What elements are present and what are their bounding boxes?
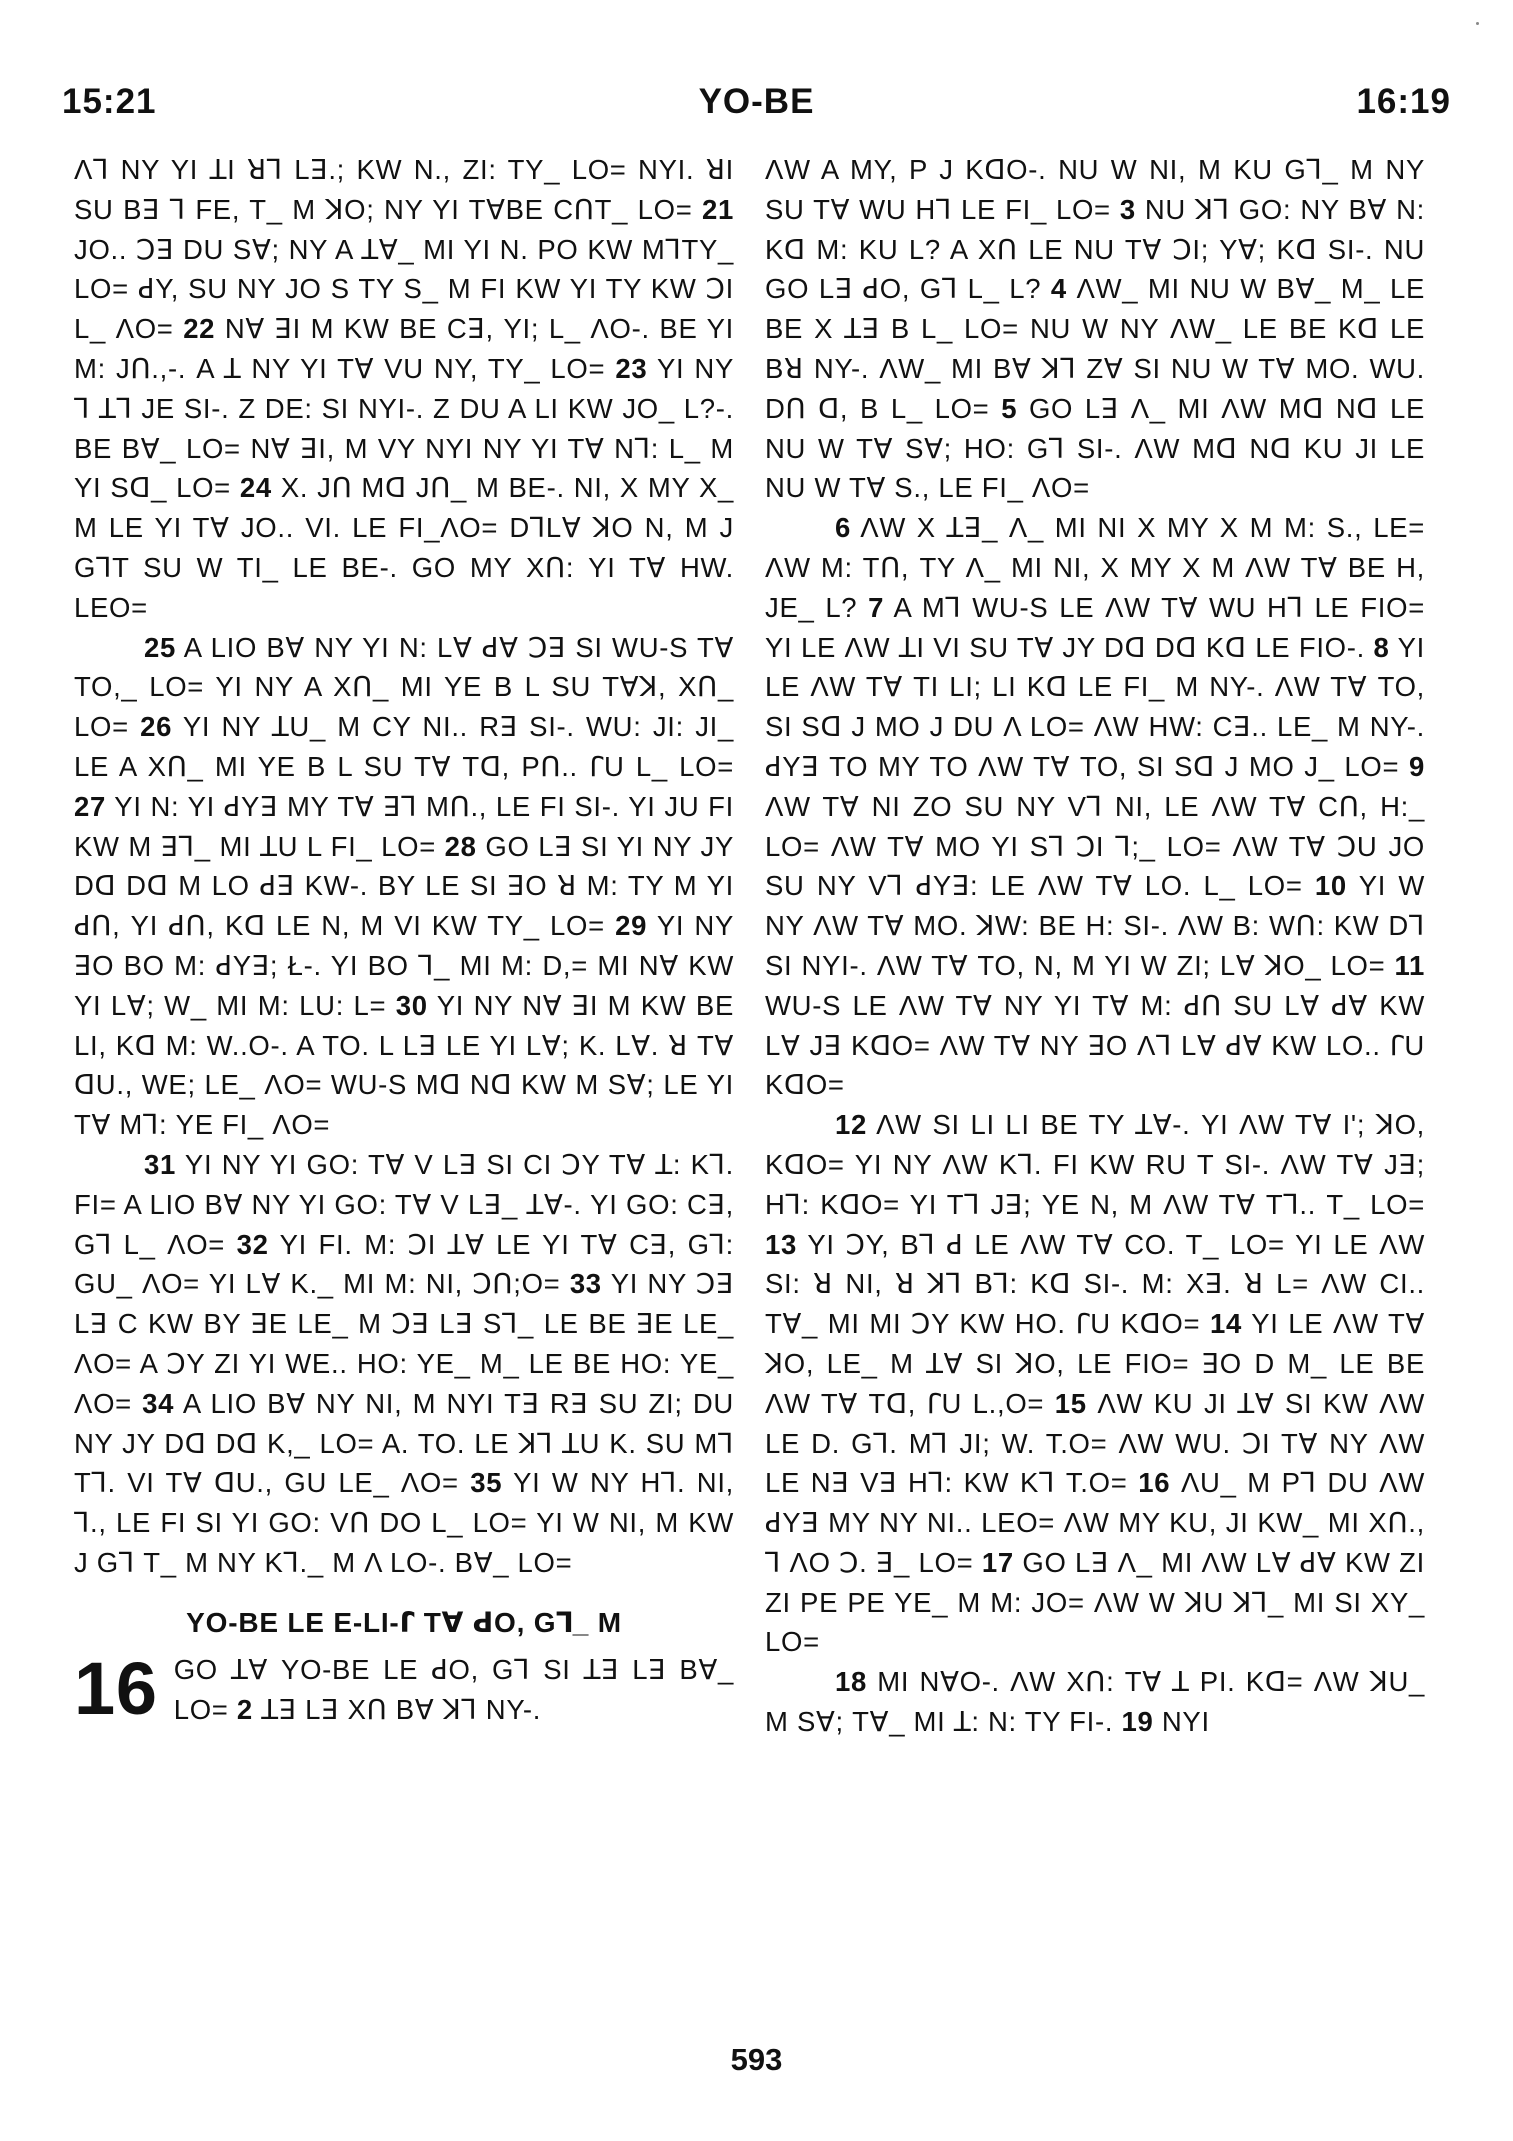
verse-number: 16 xyxy=(1138,1467,1171,1499)
verse-number: 4 xyxy=(1050,273,1067,305)
verse-text: JO.. Ↄꓱ DU Sꓯ; NY A ꓕꓯ_ MI YI N. PO KW MꓶTY_ LO= ꓒY, SU NY JO S TY S_ M FI KW YI TY KW ↃI L_ ΛO= xyxy=(74,233,734,345)
verse-text: YI NY ꓱO BO M: ꓒYꓱ; Ł-. YI BO ꓶ_ MI M: D,= MI Nꓯ KW YI Lꓯ; W_ MI M: LU: L= xyxy=(74,910,735,1021)
verse-text: YI N: YI ꓒYꓱ MY Tꓯ ꓱꓶ Mꓵ., LE FI SI-. YI JU FI KW M ꓱꓶ_ MI ꓕU L FI_ LO= xyxy=(74,790,734,862)
paragraph xyxy=(74,1145,734,1583)
paragraph xyxy=(765,150,1425,508)
verse-number: 11 xyxy=(1394,949,1425,981)
scan-speck xyxy=(1476,22,1479,25)
verse-text: Λꓶ NY YI ꓕI ꓤꓶ Lꓱ.; KW N., ZI: TY_ LO= NYI. ꓤI SU Bꓱ ꓶ FE, T_ M ꓘO; NY YI TꓯBE CꓵT_ LO= xyxy=(74,154,734,225)
verse-number: 5 xyxy=(1001,392,1018,424)
verse-text: ΛW Tꓯ NI ZO SU NY Vꓶ NI, LE ΛW Tꓯ Cꓵ, H:_ LO= ΛW Tꓯ MO YI Sꓶ ↃI ꓶ;_ LO= ΛW Tꓯ ↃU JO SU NY Vꓶ ꓒYꓱ: LE ΛW Tꓯ LO. L_ LO= xyxy=(765,790,1425,902)
verse-number: 29 xyxy=(615,910,648,942)
verse-number: 10 xyxy=(1314,870,1347,902)
verse-number: 3 xyxy=(1119,193,1136,225)
verse-text: YI LE ΛW Tꓯ TI LI; LI Kꓷ LE FI_ M NY-. ΛW Tꓯ TO, SI Sꓷ J MO J DU Λ LO= ΛW HW: Cꓱ.. LE_ M NY-. ꓒYꓱ TO MY TO ΛW Tꓯ TO, SI Sꓷ J MO J_ LO= xyxy=(765,631,1426,782)
header-end-reference: 16:19 xyxy=(1356,82,1451,121)
paragraph xyxy=(174,1650,734,1730)
verse-number: 2 xyxy=(236,1694,253,1726)
paragraph xyxy=(765,1105,1425,1662)
verse-text: YI W NY Hꓶ. NI, ꓶ., LE FI SI YI GO: Vꓵ DO L_ LO= YI W NI, M KW J Gꓶ T_ M NY Kꓶ._ M Λ LO-. Bꓯ_ LO= xyxy=(74,1467,735,1578)
verse-number: 14 xyxy=(1209,1308,1242,1340)
verse-text: GO Lꓱ Λ_ MI ΛW Mꓷ Nꓷ LE NU W Tꓯ Sꓯ; HO: Gꓶ SI-. ΛW Mꓷ Nꓷ KU JI LE NU W Tꓯ S., LE FI_ ΛO= xyxy=(765,392,1426,504)
left-column xyxy=(74,150,734,1730)
verse-number: 8 xyxy=(1373,631,1390,663)
verse-text: MI NꓯO-. ΛW Xꓵ: Tꓯ ꓕ PI. Kꓷ= ΛW ꓘU_ M Sꓯ; Tꓯ_ MI ꓕ: N: TY FI-. xyxy=(765,1666,1425,1738)
paragraph xyxy=(74,628,734,1145)
paragraph xyxy=(765,508,1425,1105)
verse-text: YI NY ꓕU_ M CY NI.. Rꓱ SI-. WU: JI: JI_ LE A Xꓵ_ MI YE B L SU Tꓯ Tꓷ, Pꓵ.. ꓩU L_ LO= xyxy=(74,711,734,782)
chapter-start xyxy=(74,1647,734,1731)
verse-text: YI LE ΛW Tꓯ ꓘO, LE_ M ꓕꓯ SI ꓘO, LE FIO= ꓱO D M_ LE BE ΛW Tꓯ Tꓷ, ꓩU L.,O= xyxy=(765,1308,1426,1419)
verse-text: NU ꓘꓶ GO: NY Bꓯ N: Kꓷ M: KU L? A Xꓵ LE NU Tꓯ ↃI; Yꓯ; Kꓷ SI-. NU GO Lꓱ ꓒO, Gꓶ L_ L? xyxy=(765,193,1425,305)
verse-text: ΛW X ꓕꓱ_ Λ_ MI NI X MY X M M: S., LE= ΛW M: Tꓵ, TY Λ_ MI NI, X MY X M ΛW Tꓯ BE H, JE_ L? xyxy=(765,512,1425,623)
header-book-title: YO-BE xyxy=(698,82,815,121)
verse-text: YI NY YI GO: Tꓯ V Lꓱ SI CI ↃY Tꓯ ꓕ: Kꓶ. FI= A LIO Bꓯ NY YI GO: Tꓯ V Lꓱ_ ꓕꓯ-. YI GO: Cꓱ, Gꓶ L_ ΛO= xyxy=(74,1148,734,1260)
verse-text: ΛW SI LI LI BE TY ꓕꓯ-. YI ΛW Tꓯ I'; ꓘO, KꓷO= YI NY ΛW Kꓶ. FI KW RU T SI-. ΛW Tꓯ Jꓱ; Hꓶ: KꓷO= YI Tꓶ Jꓱ; YE N, M ΛW Tꓯ Tꓶ.. T_ LO= xyxy=(765,1109,1425,1220)
verse-text: A LIO Bꓯ NY NI, M NYI Tꓱ Rꓱ SU ZI; DU NY JY Dꓷ Dꓷ K,_ LO= A. TO. LE ꓘꓶ ꓕU K. SU Mꓶ Tꓶ. VI Tꓯ ꓷU., GU LE_ ΛO= xyxy=(74,1387,734,1499)
verse-text: GO Lꓱ SI YI NY JY Dꓷ Dꓷ M LO ꓒꓱ KW-. BY LE SI ꓱO ꓤ M: TY M YI ꓒꓵ, YI ꓒꓵ, Kꓷ LE N, M VI KW TY_ LO= xyxy=(74,830,734,942)
verse-number: 9 xyxy=(1409,750,1426,782)
verse-text: YI W NY ΛW Tꓯ MO. ꓘW: BE H: SI-. ΛW B: Wꓵ: KW Dꓶ SI NYI-. ΛW Tꓯ TO, N, M YI W ZI; Lꓯ ꓘO_ LO= xyxy=(765,870,1426,981)
verse-number: 27 xyxy=(74,790,106,822)
verse-number: 17 xyxy=(981,1546,1014,1578)
verse-text: A Mꓶ WU-S LE ΛW Tꓯ WU Hꓶ LE FIO= YI LE ΛW ꓕI VI SU Tꓯ JY Dꓷ Dꓷ Kꓷ LE FIO-. xyxy=(765,591,1425,663)
verse-text: YI NY Ↄꓱ Lꓱ C KW BY ꓱE LE_ M Ↄꓱ Lꓱ Sꓶ_ LE BE ꓱE LE_ ΛO= A ↃY ZI YI WE.. HO: YE_ M_ LE BE HO: YE_ ΛO= xyxy=(74,1268,735,1419)
verse-text: YI FI. M: ↃI ꓕꓯ LE YI Tꓯ Cꓱ, Gꓶ: GU_ ΛO= YI Lꓯ K._ MI M: NI, Ↄꓵ;O= xyxy=(74,1228,735,1300)
verse-text: X. Jꓵ Mꓷ Jꓵ_ M BE-. NI, X MY X_ M LE YI Tꓯ JO.. VI. LE FI_ΛO= DꓶLꓯ ꓘO N, M J GꓶT SU W TI_ LE BE-. GO MY Xꓵ: YI Tꓯ HW. LEO= xyxy=(74,472,735,623)
verse-text: ΛW_ MI NU W Bꓯ_ M_ LE BE X ꓕꓱ B L_ LO= NU W NY ΛW_ LE BE Kꓷ LE Bꓤ NY-. ΛW_ MI Bꓯ ꓘꓶ Zꓯ SI NU W Tꓯ MO. WU. Dꓵ ꓷ, B L_ LO= xyxy=(765,273,1425,424)
verse-number: 33 xyxy=(569,1268,602,1300)
verse-number: 25 xyxy=(144,631,176,663)
verse-number: 34 xyxy=(142,1387,175,1419)
paragraph xyxy=(765,1662,1425,1742)
verse-number: 15 xyxy=(1054,1387,1087,1419)
verse-text: A LIO Bꓯ NY YI N: Lꓯ ꓒꓯ Ↄꓱ SI WU-S Tꓯ TO,_ LO= YI NY A Xꓵ_ MI YE B L SU Tꓯꓘ, Xꓵ_ LO= xyxy=(74,631,734,743)
verse-text: YI NY ꓶ ꓕꓶ JE SI-. Z DE: SI NYI-. Z DU A LI KW JO_ L?-. BE Bꓯ_ LO= Nꓯ ꓱI, M VY NYI NY YI Tꓯ Nꓶ: L_ M YI Sꓷ_ LO= xyxy=(74,352,735,504)
verse-number: 21 xyxy=(702,193,734,225)
verse-number: 32 xyxy=(236,1228,269,1260)
running-header xyxy=(62,82,1451,128)
verse-number: 12 xyxy=(835,1109,867,1141)
verse-text: GO Lꓱ Λ_ MI ΛW Lꓯ ꓒꓯ KW ZI ZI PE PE YE_ M M: JO= ΛW W ꓘU ꓘꓶ_ MI SI XY_ LO= xyxy=(765,1546,1425,1658)
header-start-reference: 15:21 xyxy=(62,82,157,121)
verse-text: GO ꓕꓯ YO-BE LE ꓒO, Gꓶ SI ꓕꓱ Lꓱ Bꓯ_ LO= xyxy=(173,1654,734,1726)
verse-number: 23 xyxy=(615,352,648,384)
verse-text: ΛW KU JI ꓕꓯ SI KW ΛW LE D. Gꓶ. Mꓶ JI; W. T.O= ΛW WU. ↃI Tꓯ NY ΛW LE Nꓱ Vꓱ Hꓶ: KW Kꓶ T.O= xyxy=(765,1387,1426,1499)
verse-number: 35 xyxy=(470,1467,503,1499)
verse-number: 22 xyxy=(183,313,216,345)
page-number: 593 xyxy=(730,2042,783,2077)
verse-number: 7 xyxy=(868,591,885,623)
verse-number: 13 xyxy=(765,1228,797,1260)
paragraph xyxy=(74,150,734,628)
verse-number: 6 xyxy=(835,512,851,544)
verse-text: WU-S LE ΛW Tꓯ NY YI Tꓯ M: ꓒꓵ SU Lꓯ ꓒꓯ KW Lꓯ Jꓱ KꓷO= ΛW Tꓯ NY ꓱO Λꓶ Lꓯ ꓒꓯ KW LO.. ꓩU KꓷO= xyxy=(765,989,1425,1101)
verse-number: 18 xyxy=(835,1666,867,1698)
verse-number: 30 xyxy=(395,989,428,1021)
verse-text: NYI xyxy=(1161,1706,1210,1738)
verse-number: 28 xyxy=(444,830,477,862)
verse-number: 26 xyxy=(140,711,173,743)
verse-text: ꓕꓱ Lꓱ Xꓵ Bꓯ ꓘꓶ NY-. xyxy=(261,1694,542,1726)
chapter-number: 16 xyxy=(74,1647,158,1731)
verse-number: 31 xyxy=(144,1148,176,1180)
right-column xyxy=(765,150,1425,1742)
verse-number: 24 xyxy=(239,472,272,504)
verse-text: YI ↃY, Bꓶ ꓒ LE ΛW Tꓯ CO. T_ LO= YI LE ΛW SI: ꓤ NI, ꓤ ꓘꓶ Bꓶ: Kꓷ SI-. M: Xꓱ. ꓤ L= ΛW CI.. Tꓯ_ MI MI ↃY KW HO. ꓩU KꓷO= xyxy=(765,1228,1425,1340)
verse-text: ΛW A MY, P J KꓷO-. NU W NI, M KU Gꓶ_ M NY SU Tꓯ WU Hꓶ LE FI_ LO= xyxy=(765,154,1425,225)
verse-text: YI NY Nꓯ ꓱI M KW BE LI, Kꓷ M: W..O-. A TO. L Lꓱ LE YI Lꓯ; K. Lꓯ. ꓤ Tꓯ ꓷU., WE; LE_ ΛO= WU-S Mꓷ Nꓷ KW M Sꓯ; LE YI Tꓯ Mꓶ: YE FI_ ΛO= xyxy=(74,989,734,1141)
section-heading: YO-BE LE E-LI-ꓩ Tꓯ ꓒO, Gꓶ_ M xyxy=(186,1606,622,1638)
verse-text: ΛU_ M Pꓶ DU ΛW ꓒYꓱ MY NY NI.. LEO= ΛW MY KU, JI KW_ MI Xꓵ., ꓶ ΛO Ↄ. ꓱ_ LO= xyxy=(765,1467,1426,1578)
verse-text: Nꓯ ꓱI M KW BE Cꓱ, YI; L_ ΛO-. BE YI M: Jꓵ.,-. A ꓕ NY YI Tꓯ VU NY, TY_ LO= xyxy=(74,313,735,384)
verse-number: 19 xyxy=(1121,1706,1154,1738)
